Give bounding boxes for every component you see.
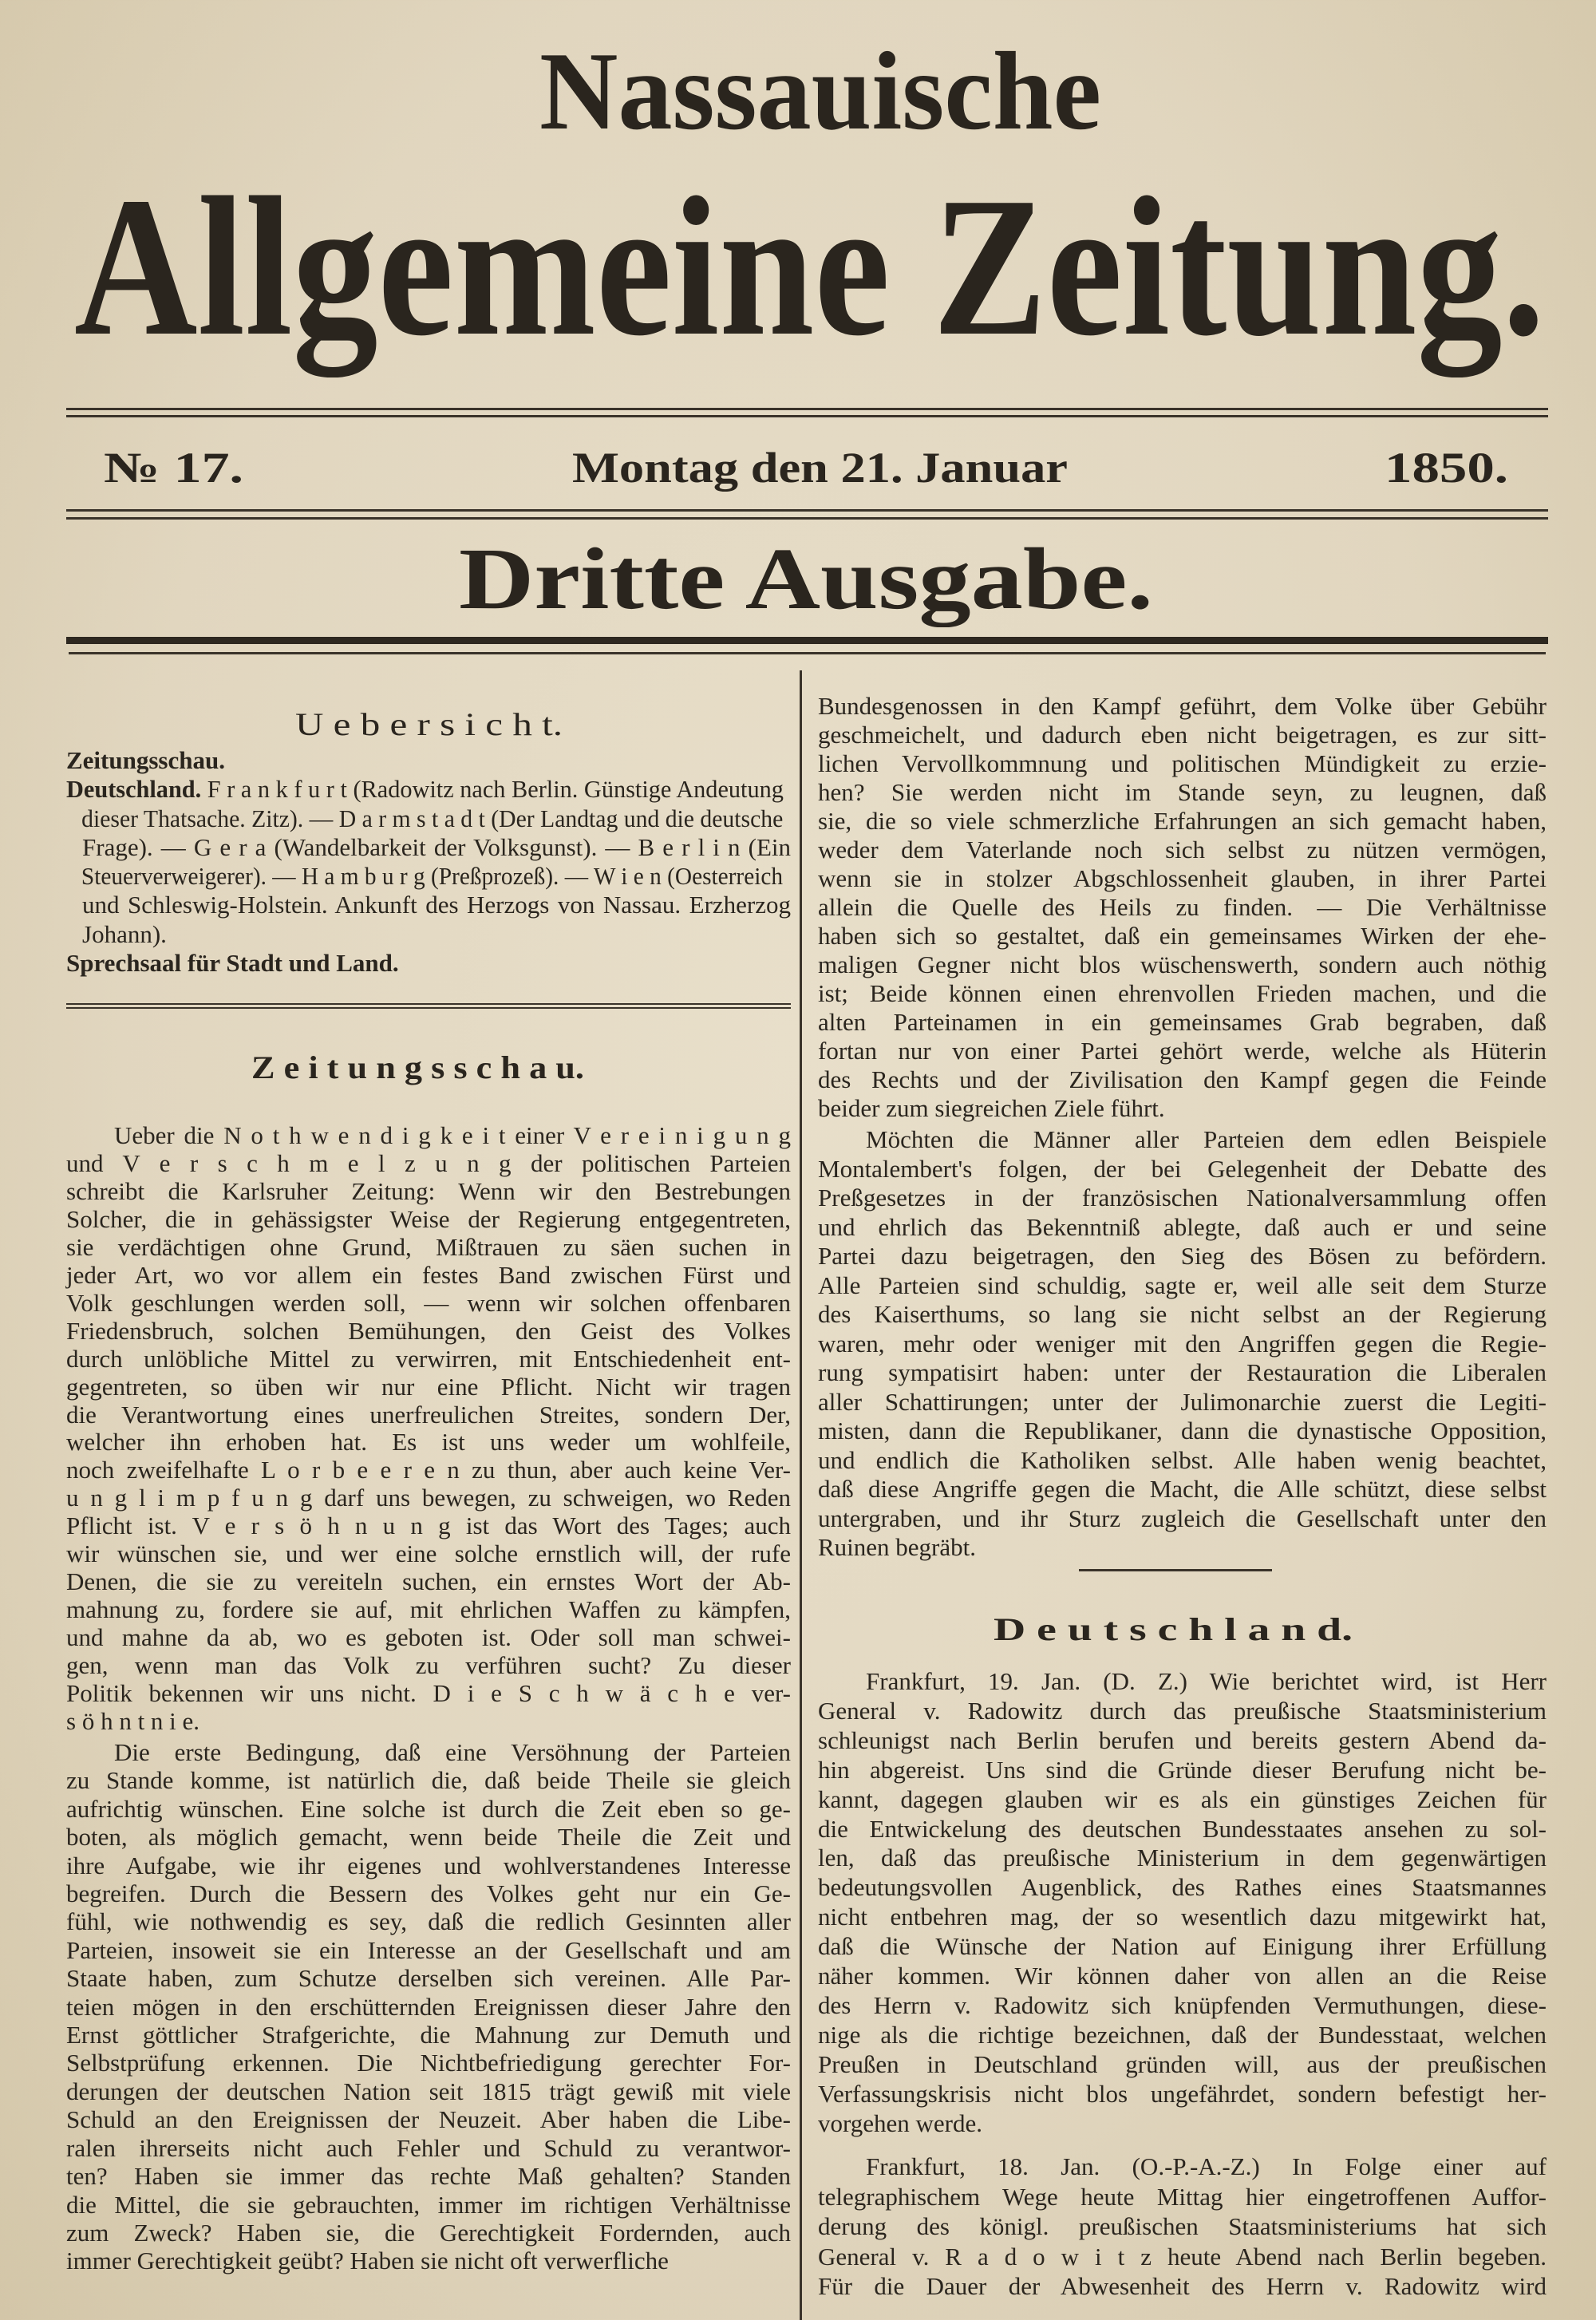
- masthead-title-line2: [74, 152, 1545, 383]
- text-line: Friedensbruch, solchen Bemühungen, den Geist des Volkes: [66, 1316, 791, 1345]
- text-line: und ehrlich das Bekenntniß ablegte, daß auch er und seine: [818, 1212, 1547, 1241]
- text-line: und V e r s c h m e l z u n g der politischen Parteien: [66, 1148, 791, 1177]
- text-line: Für die Dauer der Abwesenheit des Herrn v. Radowitz wird: [818, 2272, 1547, 2300]
- news-item-frankfurt-19: [818, 1667, 1547, 2139]
- overview-deutschland-lead: Deutschland.: [66, 775, 202, 804]
- text-line: ist; Beide können einen ehrenvollen Frieden machen, und die: [818, 979, 1547, 1007]
- text-line: Preßgesetzes in der französischen Nationalversammlung offen: [818, 1184, 1547, 1211]
- text-line: untergraben, und ihr Sturz zugleich die Gesellschaft unter den: [818, 1504, 1547, 1532]
- edition-text: Dritte Ausgabe.: [459, 530, 1153, 627]
- issue-date: [572, 444, 1068, 492]
- text-line: und mahne da ab, wo es geboten ist. Oder soll man schwei-: [66, 1623, 791, 1652]
- text-line: s ö h n t n i e.: [66, 1707, 200, 1736]
- text-line: mahnung zu, fordere sie auf, mit ehrlichen Waffen zu kämpfen,: [66, 1595, 791, 1624]
- column-divider: [800, 670, 802, 2320]
- title-text: Allgemeine Zeitung.: [74, 156, 1545, 377]
- text-line: weder dem Vaterlande noch sich selbst zu nützen vermögen,: [818, 836, 1547, 864]
- issue-year: [1385, 444, 1508, 492]
- issue-year-text: 1850.: [1385, 444, 1508, 492]
- text-line: lichen Vervollkommnung und politischen Mündigkeit zu erzie-: [818, 749, 1547, 777]
- text-line: Partei dazu beigetragen, den Sieg des Bösen zu befördern.: [818, 1242, 1547, 1270]
- text-line: alten Parteinamen in ein gemeinsames Grab begraben, daß: [818, 1008, 1547, 1036]
- text-line: gen, wenn man das Volk zu verführen sucht? Zu dieser: [66, 1651, 791, 1680]
- text-line: geschmeichelt, und dadurch eben nicht beigetragen, es zur sitt-: [818, 721, 1547, 749]
- news-item-frankfurt-18: [818, 2152, 1547, 2302]
- text-line: General v. R a d o w i t z heute Abend nach Berlin begeben.: [818, 2242, 1547, 2271]
- text-line: wenn sie in stolzer Abgschlossenheit glauben, in ihrer Partei: [818, 864, 1547, 892]
- overview-line: Steuerverweigerer). — H a m b u r g (Preßprozeß). — W i e n (Oesterreich: [81, 862, 784, 891]
- text-line: fortan nur von einer Partei gehört werde, welche als Hüterin: [818, 1037, 1547, 1065]
- text-line: u n g l i m p f u n g darf uns bewegen, zu schweigen, wo Reden: [66, 1484, 791, 1512]
- text-line: zum Zweck? Haben sie, die Gerechtigkeit Fordernden, auch: [66, 2218, 791, 2247]
- text-line: hin abgereist. Uns sind die Gründe dieser Berufung nicht be-: [818, 1755, 1547, 1784]
- masthead-rule-top: [66, 408, 1548, 410]
- text-line: daß die Wünsche der Nation auf Einigung ihrer Erfüllung: [818, 1932, 1547, 1961]
- text-line: kannt, dagegen glauben wir es als ein günstiges Zeichen für: [818, 1784, 1547, 1813]
- zeitungsschau-heading: [251, 1049, 584, 1086]
- text-line: derungen der deutschen Nation seit 1815 trägt gewiß mit viele: [66, 2077, 791, 2105]
- issue-number-text: № 17.: [104, 444, 243, 492]
- issue-number: [104, 444, 243, 492]
- section-separator: [66, 1003, 791, 1005]
- deutschland-heading: [994, 1611, 1353, 1648]
- title-text: Nassauische: [539, 30, 1101, 153]
- text-line: telegraphischem Wege heute Mittag hier eingetroffenen Auffor-: [818, 2182, 1547, 2211]
- text-line: wir wünschen sie, und wer eine solche ernstlich will, der rufe: [66, 1539, 791, 1568]
- text-line: Montalembert's folgen, der bei Gelegenheit der Debatte des: [818, 1154, 1547, 1183]
- text-line: maligen Gegner nicht blos wüschenswerth, sondern auch nöthig: [818, 951, 1547, 978]
- text-line: Bundesgenossen in den Kampf geführt, dem Volke über Gebühr: [818, 692, 1547, 720]
- overview-item-zeitungsschau: Zeitungsschau.: [66, 746, 225, 774]
- text-line: hen? Sie werden nicht im Stande seyn, zu leugnen, daß: [818, 778, 1547, 806]
- overview-line: und Schleswig-Holstein. Ankunft des Herzogs von Nassau. Erzherzog: [82, 891, 791, 919]
- text-line: vorgehen werde.: [818, 2109, 983, 2137]
- text-line: nige als die richtige bezeichnen, daß der Bundesstaat, welchen: [818, 2020, 1547, 2049]
- text-line: die Entwickelung des deutschen Bundesstaates ansehen zu sol-: [818, 1814, 1547, 1843]
- overview-list: [66, 746, 791, 978]
- text-line: len, daß das preußische Ministerium in dem gegenwärtigen: [818, 1844, 1547, 1872]
- text-line: und endlich die Katholiken selbst. Alle haben wenig beachtet,: [818, 1445, 1547, 1474]
- text-line: nicht entbehren mag, der so wesentlich dazu mitgewirkt hat,: [818, 1903, 1547, 1931]
- zeitungsschau-heading-text: Z e i t u n g s s c h a u.: [251, 1049, 584, 1085]
- text-line: sie verdächtigen ohne Grund, Mißtrauen zu säen suchen in: [66, 1232, 791, 1261]
- text-line: Ernst göttlicher Strafgerichte, die Mahnung zur Demuth und: [66, 2021, 791, 2049]
- text-line: Möchten die Männer aller Parteien dem edlen Beispiele: [866, 1125, 1547, 1153]
- issue-date-text: Montag den 21. Januar: [572, 444, 1068, 492]
- text-line: Schuld an den Ereignissen der Neuzeit. Aber haben die Libe-: [66, 2105, 791, 2134]
- text-line: Volk geschlungen werden soll, — wenn wir solchen offenbaren: [66, 1288, 791, 1317]
- text-line: fühl, wie nothwendig es sey, daß die redlich Gesinnten aller: [66, 1907, 791, 1936]
- text-line: ten? Haben sie immer das rechte Maß gehalten? Standen: [66, 2162, 791, 2191]
- masthead-title-line1: [539, 32, 1101, 152]
- text-line: Frankfurt, 19. Jan. (D. Z.) Wie berichtet wird, ist Herr: [866, 1667, 1547, 1695]
- edition-rule: [66, 637, 1548, 644]
- text-line: Die erste Bedingung, daß eine Versöhnung der Parteien: [114, 1738, 791, 1766]
- overview-item-deutschland: [66, 775, 791, 804]
- text-line: Ueber die N o t h w e n d i g k e i t einer V e r e i n i g u n g: [114, 1121, 791, 1149]
- overview-line: dieser Thatsache. Zitz). — D a r m s t a d t (Der Landtag und die deutsche: [81, 804, 784, 832]
- overview-heading-text: U e b e r s i c h t.: [295, 706, 563, 742]
- article-paragraph: [66, 1738, 791, 2275]
- edition-title: [459, 531, 1153, 626]
- text-line: noch zweifelhafte L o r b e e r e n zu thun, aber auch keine Ver-: [66, 1456, 791, 1484]
- text-line: ihre Aufgabe, wie ihr eigenes und wohlverstandenes Interesse: [66, 1851, 791, 1879]
- text-line: Ruinen begräbt.: [818, 1533, 977, 1561]
- text-line: Frankfurt, 18. Jan. (O.-P.-A.-Z.) In Folge einer auf: [866, 2152, 1547, 2180]
- text-line: schreibt die Karlsruher Zeitung: Wenn wir den Bestrebungen: [66, 1176, 791, 1205]
- text-line: waren, mehr oder weniger mit den Angriffen gegen die Regie-: [818, 1329, 1547, 1358]
- text-line: Verfassungskrisis nicht blos ungefährdet, sondern befestigt her-: [818, 2079, 1547, 2108]
- text-line: ralen ihrerseits nicht auch Fehler und Schuld zu verantwor-: [66, 2133, 791, 2162]
- text-line: Parteien, insoweit sie ein Interesse an der Gesellschaft und am: [66, 1935, 791, 1964]
- deutschland-heading-text: D e u t s c h l a n d.: [994, 1611, 1353, 1647]
- text-line: zu Stande komme, ist natürlich die, daß beide Theile sie gleich: [66, 1766, 791, 1795]
- text-line: Preußen in Deutschland gründen will, aus der preußischen: [818, 2049, 1547, 2078]
- text-line: teien mögen in den erschütternden Ereignissen dieser Jahre den: [66, 1992, 791, 2021]
- article-paragraph: [818, 692, 1547, 1123]
- text-line: aufrichtig wünschen. Eine solche ist durch die Zeit eben so ge-: [66, 1794, 791, 1823]
- text-line: Pflicht ist. V e r s ö h n u n g ist das Wort des Tages; auch: [66, 1512, 791, 1540]
- overview-heading: [295, 706, 563, 743]
- text-line: immer Gerechtigkeit geübt? Haben sie nicht oft verwerfliche: [66, 2247, 669, 2275]
- text-line: haben sich so gestaltet, daß ein gemeinsames Wirken der ehe-: [818, 922, 1547, 950]
- text-line: die Verantwortung eines unerfreulichen Streites, sondern Der,: [66, 1400, 791, 1429]
- text-line: aller Schattirungen; unter der Julimonarchie zuerst die Legiti-: [818, 1387, 1547, 1416]
- text-line: näher kommen. Wir können daher von allen an die Reise: [818, 1962, 1547, 1990]
- overview-line: Frage). — G e r a (Wandelbarkeit der Volksgunst). — B e r l i n (Ein: [82, 832, 791, 861]
- text-line: derung des königl. preußischen Staatsministeriums hat sich: [818, 2212, 1547, 2240]
- text-line: Politik bekennen wir uns nicht. D i e S c h w ä c h e ver-: [66, 1679, 791, 1708]
- text-line: begreifen. Durch die Bessern des Volkes geht nur ein Ge-: [66, 1879, 791, 1908]
- text-line: jeder Art, wo vor allem ein festes Band zwischen Fürst und: [66, 1260, 791, 1289]
- article-paragraph: [66, 1122, 791, 1736]
- text-line: die Mittel, die sie gebrauchten, immer im richtigen Verhältnisse: [66, 2190, 791, 2219]
- text-line: gegentreten, so üben wir nur eine Pflicht. Nicht wir tragen: [66, 1372, 791, 1401]
- text-line: des Herrn v. Radowitz sich knüpfenden Vermuthungen, diese-: [818, 1990, 1547, 2019]
- text-line: Denen, die sie zu vereiteln suchen, ein ernstes Wort der Ab-: [66, 1567, 791, 1596]
- text-line: rung sympatisirt haben: unter der Restauration die Liberalen: [818, 1358, 1547, 1386]
- text-line: bedeutungsvollen Augenblick, des Rathes eines Staatsmannes: [818, 1873, 1547, 1902]
- text-line: Selbstprüfung erkennen. Die Nichtbefriedigung gerechter For-: [66, 2049, 791, 2077]
- text-line: Staate haben, zum Schutze derselben sich vereinen. Alle Par-: [66, 1964, 791, 1993]
- text-line: boten, als möglich gemacht, wenn beide Theile die Zeit und: [66, 1823, 791, 1852]
- text-line: durch unlöbliche Mittel zu verwirren, mit Entschiedenheit ent-: [66, 1344, 791, 1373]
- text-line: daß diese Angriffe gegen die Macht, die Alle schützt, diese selbst: [818, 1475, 1547, 1503]
- text-line: beider zum siegreichen Ziele führt.: [818, 1094, 1165, 1122]
- text-line: Alle Parteien sind schuldig, sagte er, weil alle seit dem Sturze: [818, 1271, 1547, 1299]
- text-line: schleunigst nach Berlin berufen und bereits gestern Abend da-: [818, 1725, 1547, 1754]
- overview-line: Johann).: [82, 919, 167, 948]
- text-line: welcher ihn erhoben hat. Es ist uns weder um wohlfeile,: [66, 1428, 791, 1456]
- text-line: Solcher, die in gehässigster Weise der Regierung entgegentreten,: [66, 1204, 791, 1233]
- text-line: misten, dann die Republikaner, dann die dynastische Opposition,: [818, 1417, 1547, 1445]
- text-line: General v. Radowitz durch das preußische Staatsministerium: [818, 1696, 1547, 1725]
- article-paragraph: [818, 1125, 1547, 1563]
- text-line: des Kaiserthums, so lang sie nicht selbst an der Regierung: [818, 1300, 1547, 1328]
- dateline-rule: [66, 509, 1548, 512]
- overview-item-sprechsaal: Sprechsaal für Stadt und Land.: [66, 949, 399, 978]
- overview-deutschland-text: F r a n k f u r t (Radowitz nach Berlin. Günstige Andeutung: [207, 775, 784, 804]
- section-separator-short: [1079, 1569, 1272, 1571]
- text-line: des Rechts und der Zivilisation den Kampf gegen die Feinde: [818, 1065, 1547, 1093]
- text-line: sie, die so viele schmerzliche Erfahrungen an sich gemacht haben,: [818, 807, 1547, 835]
- text-line: allein die Quelle des Heils zu finden. — Die Verhältnisse: [818, 893, 1547, 921]
